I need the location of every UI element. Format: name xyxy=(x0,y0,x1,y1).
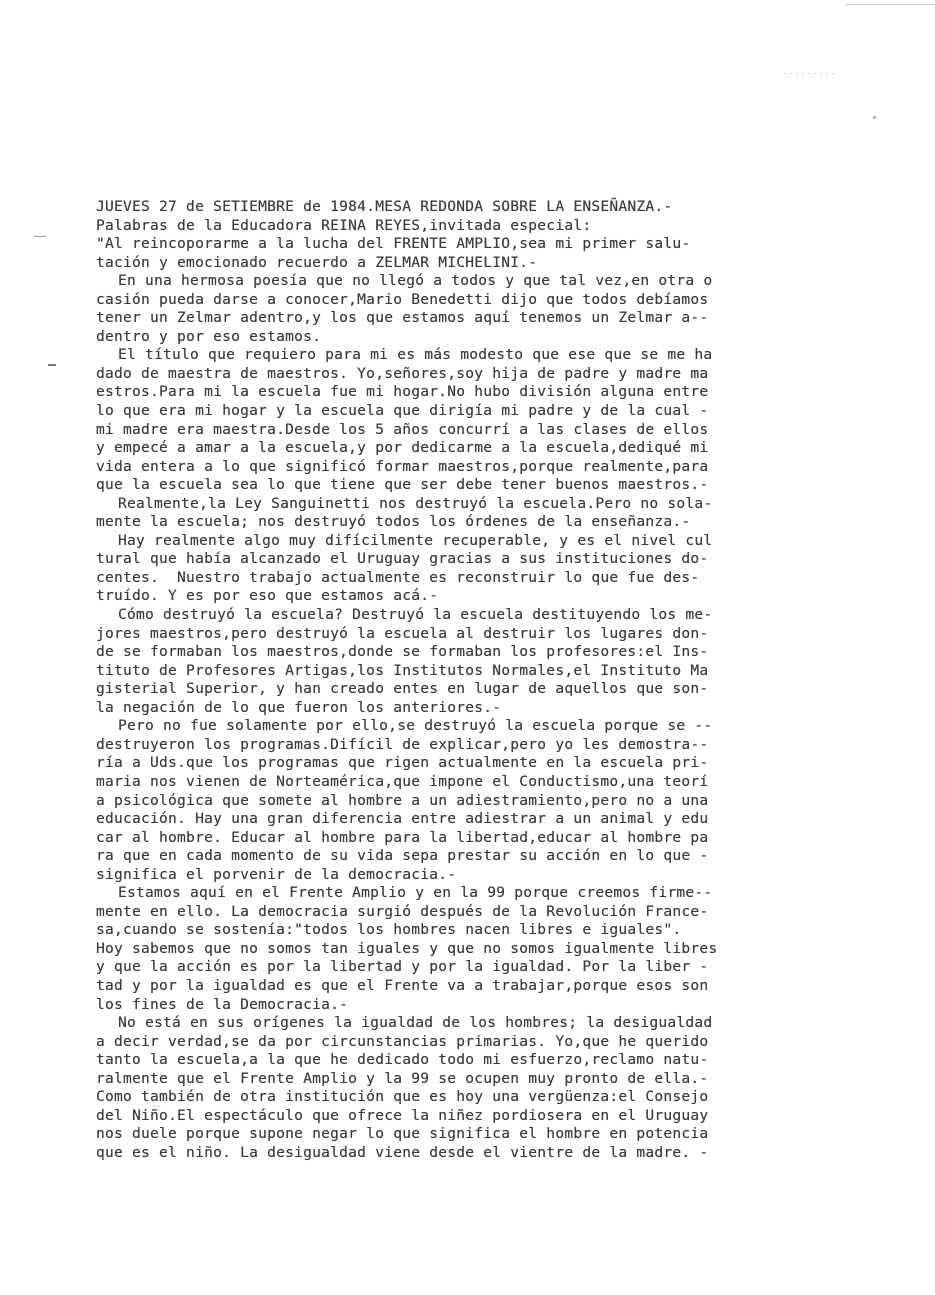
document-body xyxy=(96,198,866,1162)
text-line: ra que en cada momento de su vida sepa prestar su acción en lo que - xyxy=(96,847,709,865)
text-line: y empecé a amar a la escuela,y por dedicarme a la escuela,dediqué mi xyxy=(96,439,709,457)
text-line: En una hermosa poesía que no llegó a todos y que tal vez,en otra o xyxy=(118,272,713,290)
text-line: Palabras de la Educadora REINA REYES,invitada especial: xyxy=(96,216,592,234)
text-line: mi madre era maestra.Desde los 5 años concurrí a las clases de ellos xyxy=(96,420,709,438)
text-line: dado de maestra de maestros. Yo,señores,soy hija de padre y madre ma xyxy=(96,364,709,382)
text-line: ralmente que el Frente Amplio y la 99 se ocupen muy pronto de ella.- xyxy=(96,1069,709,1087)
text-line: lo que era mi hogar y la escuela que dirigía mi padre y de la cual - xyxy=(96,402,709,420)
text-line: de se formaban los maestros,donde se formaban los profesores:el Ins- xyxy=(96,643,709,661)
text-line: No está en sus orígenes la igualdad de los hombres; la desigualdad xyxy=(118,1014,713,1032)
document-heading-line: JUEVES 27 de SETIEMBRE de 1984.MESA REDONDA SOBRE LA ENSEÑANZA.- xyxy=(96,198,673,215)
text-line: y que la acción es por la libertad y por la igualdad. Por la liber - xyxy=(96,958,709,976)
scan-speck xyxy=(873,116,876,119)
text-line: nos duele porque supone negar lo que significa el hombre en potencia xyxy=(96,1125,709,1143)
text-line: estros.Para mi la escuela fue mi hogar.No hubo división alguna entre xyxy=(96,383,709,401)
text-line: tituto de Profesores Artigas,los Institutos Normales,el Instituto Ma xyxy=(96,661,709,679)
text-line: los fines de la Democracia.- xyxy=(96,995,349,1013)
text-line: Como también de otra institución que es hoy una vergüenza:el Consejo xyxy=(96,1088,709,1106)
text-line: dentro y por eso estamos. xyxy=(96,327,322,345)
scan-edge-line xyxy=(845,4,935,5)
text-line: la negación de lo que fueron los anteriores.- xyxy=(96,698,502,716)
text-line: El título que requiero para mi es más modesto que ese que se me ha xyxy=(118,346,713,364)
text-line: "Al reincoporarme a la lucha del FRENTE AMPLIO,sea mi primer salu- xyxy=(96,235,691,253)
text-line: mente la escuela; nos destruyó todos los órdenes de la enseñanza.- xyxy=(96,513,691,531)
text-line: tanto la escuela,a la que he dedicado todo mi esfuerzo,reclamo natu- xyxy=(96,1051,709,1069)
text-line: centes. Nuestro trabajo actualmente es reconstruir lo que fue des- xyxy=(96,568,700,586)
text-line: Cómo destruyó la escuela? Destruyó la escuela destituyendo los me- xyxy=(118,606,713,624)
margin-mark xyxy=(34,236,46,237)
text-line: maria nos vienen de Norteamérica,que impone el Conductismo,una teorí xyxy=(96,772,709,790)
text-line: a decir verdad,se da por circunstancias primarias. Yo,que he querido xyxy=(96,1032,709,1050)
margin-mark xyxy=(48,364,56,366)
text-line: a psicológica que somete al hombre a un adiestramiento,pero no a una xyxy=(96,791,709,809)
text-line: significa el porvenir de la democracia.- xyxy=(96,865,457,883)
text-line: Realmente,la Ley Sanguinetti nos destruyó la escuela.Pero no sola- xyxy=(118,494,713,512)
text-line: tad y por la igualdad es que el Frente va a trabajar,porque esos son xyxy=(96,976,709,994)
text-line: que es el niño. La desigualdad viene desde el vientre de la madre. - xyxy=(96,1143,709,1161)
text-line: educación. Hay una gran diferencia entre adiestrar a un animal y edu xyxy=(96,810,709,828)
text-line: Estamos aquí en el Frente Amplio y en la 99 porque creemos firme-- xyxy=(118,884,713,902)
text-line: tener un Zelmar adentro,y los que estamos aquí tenemos un Zelmar a-- xyxy=(96,309,709,327)
text-line: gisterial Superior, y han creado entes en lugar de aquellos que son- xyxy=(96,680,709,698)
text-line: mente en ello. La democracia surgió después de la Revolución France- xyxy=(96,902,709,920)
text-line: jores maestros,pero destruyó la escuela al destruir los lugares don- xyxy=(96,624,709,642)
scan-speck xyxy=(784,73,834,74)
text-line: tación y emocionado recuerdo a ZELMAR MICHELINI.- xyxy=(96,253,538,271)
text-line: Hoy sabemos que no somos tan iguales y que no somos igualmente libres xyxy=(96,939,718,957)
text-line: sa,cuando se sostenía:"todos los hombres nacen libres e iguales". xyxy=(96,921,682,939)
text-line: truído. Y es por eso que estamos acá.- xyxy=(96,587,439,605)
text-line: del Niño.El espectáculo que ofrece la niñez pordiosera en el Uruguay xyxy=(96,1106,709,1124)
text-line: ría a Uds.que los programas que rigen actualmente en la escuela pri- xyxy=(96,754,709,772)
text-line: vida entera a lo que significó formar maestros,porque realmente,para xyxy=(96,457,709,475)
text-line: tural que había alcanzado el Uruguay gracias a sus instituciones do- xyxy=(96,550,709,568)
text-line: Pero no fue solamente por ello,se destruyó la escuela porque se -- xyxy=(118,717,713,735)
text-line: destruyeron los programas.Difícil de explicar,pero yo les demostra-- xyxy=(96,735,709,753)
text-line: Hay realmente algo muy difícilmente recuperable, y es el nivel cul xyxy=(118,531,713,549)
text-line: que la escuela sea lo que tiene que ser debe tener buenos maestros.- xyxy=(96,476,709,494)
text-line: car al hombre. Educar al hombre para la libertad,educar al hombre pa xyxy=(96,828,709,846)
text-line: casión pueda darse a conocer,Mario Benedetti dijo que todos debíamos xyxy=(96,290,709,308)
